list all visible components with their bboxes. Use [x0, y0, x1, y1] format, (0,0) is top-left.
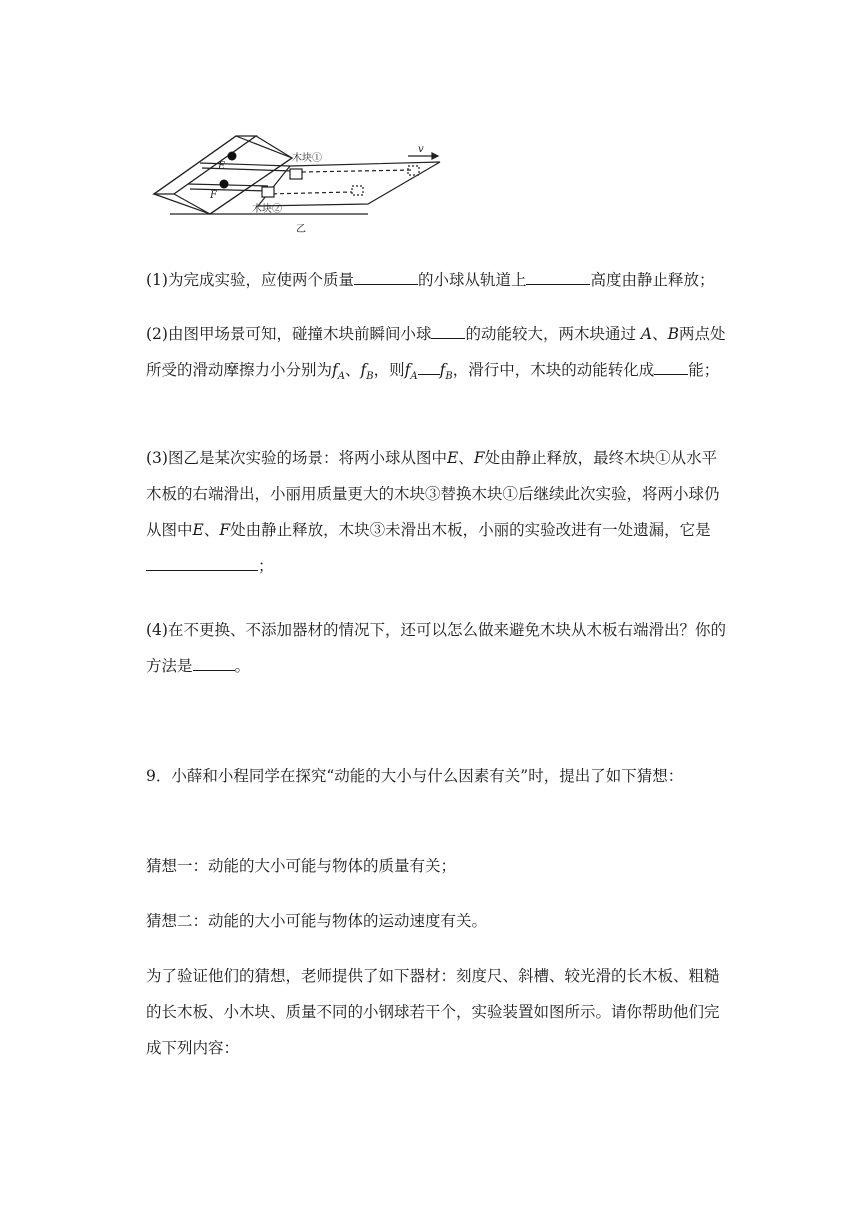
q9-intro-text: 9．小薛和小程同学在探究“动能的大小与什么因素有关”时，提出了如下猜想： — [146, 767, 684, 785]
var-B: B — [667, 325, 680, 343]
var-E: E — [446, 449, 459, 467]
block1-label: 木块① — [292, 153, 322, 164]
var-E: E — [192, 521, 204, 539]
q9-materials — [146, 958, 726, 1066]
q8-part3 — [146, 440, 726, 584]
answer-blank[interactable] — [431, 320, 465, 339]
separator: 、 — [458, 449, 474, 467]
q8-part2-text4: ，则 — [373, 361, 405, 379]
var-f: f — [360, 361, 367, 379]
separator: 、 — [203, 521, 220, 539]
q8-part1-text1: (1)为完成实验，应使两个质量 — [146, 271, 354, 289]
q8-part1 — [146, 262, 726, 298]
figure-caption: 乙 — [296, 224, 306, 235]
q8-part2-text5: ，滑行中，木块的动能转化成 — [452, 361, 655, 379]
q8-part3-text1: (3)图乙是某次实验的场景：将两小球从图中 — [146, 449, 447, 467]
q9-guess2 — [146, 903, 726, 939]
q9-guess1-text: 猜想一：动能的大小可能与物体的质量有关； — [146, 857, 457, 875]
ball-E — [228, 152, 237, 161]
var-F: F — [219, 521, 231, 539]
var-A: A — [640, 325, 653, 343]
velocity-label: v — [418, 144, 424, 155]
q8-part2-text6: 能； — [688, 361, 720, 379]
label-E: E — [218, 161, 226, 172]
block2-label: 木块② — [252, 204, 282, 215]
q9-guess1 — [146, 848, 726, 884]
sub-A: A — [410, 371, 418, 383]
q8-part3-text4: ； — [258, 557, 274, 575]
q8-part3-text3: 处由静止释放，木块③未滑出木板，小丽的实验改进有一处遗漏，它是 — [230, 521, 711, 539]
q8-part2-text1: (2)由图甲场景可知，碰撞木块前瞬间小球 — [146, 325, 432, 343]
ball-F — [220, 180, 229, 189]
sub-A: A — [337, 371, 345, 383]
answer-blank[interactable] — [146, 552, 258, 571]
answer-blank[interactable] — [654, 356, 688, 375]
q8-part3-text2: 处由静止释放，最终木块①从水平木板的右端滑出，小丽用质量更大的木块③替换木块①后继续此次实验，将两小球仍从图中 — [146, 449, 720, 539]
q9-guess2-text: 猜想二：动能的大小可能与物体的运动速度有关。 — [146, 912, 488, 930]
incline-diagram — [140, 128, 460, 238]
q9-materials-text: 为了验证他们的猜想，老师提供了如下器材：刻度尺、斜槽、较光滑的长木板、粗糙的长木板、小木块、质量不同的小钢球若干个，实验装置如图所示。请你帮助他们完成下列内容： — [146, 967, 720, 1057]
q8-part4-text1: (4)在不更换、不添加器材的情况下，还可以怎么做来避免木块从木板右端滑出？你的方法是 — [146, 621, 726, 675]
q8-part4-text2: 。 — [234, 657, 251, 675]
var-F: F — [473, 449, 485, 467]
answer-blank[interactable] — [526, 266, 590, 285]
experiment-figure — [140, 128, 460, 238]
q8-part1-text2: 的小球从轨道上 — [417, 271, 527, 289]
sub-B: B — [445, 371, 453, 383]
q8-part2 — [146, 316, 726, 395]
var-f: f — [332, 361, 338, 379]
label-F: F — [210, 190, 217, 201]
separator: 、 — [652, 325, 668, 343]
answer-blank[interactable] — [354, 266, 418, 285]
q8-part2-text3: 两点处所受的滑动摩擦力小分别为 — [146, 325, 726, 379]
var-f: f — [404, 361, 411, 379]
q8-part4 — [146, 612, 726, 684]
q8-part2-text2: 的动能较大，两木块通过 — [465, 325, 641, 343]
q9-intro — [146, 758, 726, 794]
separator: 、 — [345, 361, 361, 379]
var-f: f — [439, 361, 446, 379]
answer-blank[interactable] — [418, 356, 440, 375]
sub-B: B — [366, 371, 374, 383]
answer-blank[interactable] — [193, 652, 235, 671]
q8-part1-text3: 高度由静止释放； — [590, 271, 715, 289]
